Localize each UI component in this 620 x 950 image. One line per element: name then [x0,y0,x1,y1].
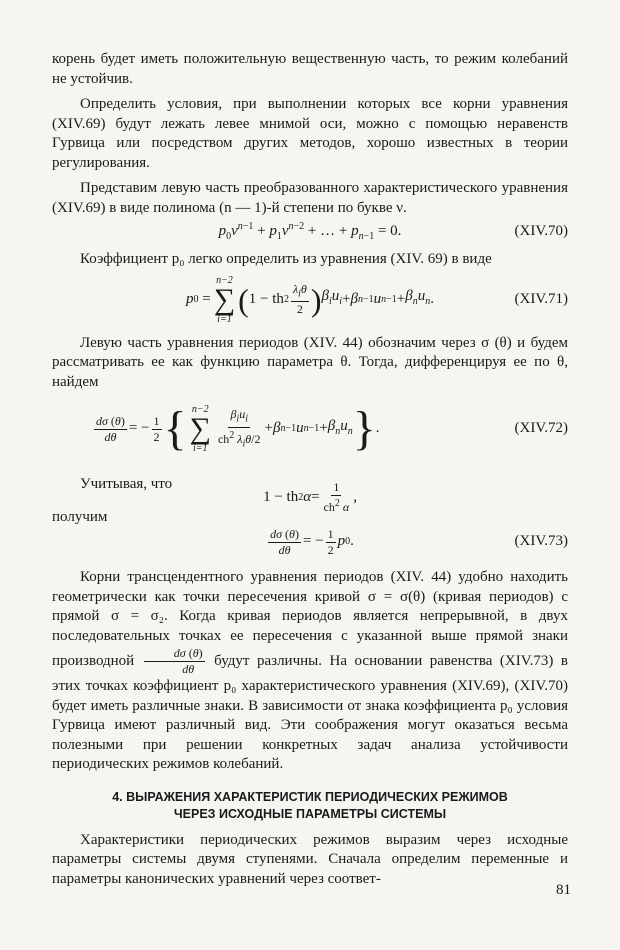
paragraph-9: Характеристики периодических режимов выразим через исходные параметры системы двумя ступенями. Сначала определим переменные и параметры канонических уравнений через соответ- [52,831,568,887]
paragraph-3: Представим левую часть преобразованного характеристического уравнения (XIV.69) в виде полинома (n — 1)-й степени по букве ν. [52,180,568,216]
paragraph-1: корень будет иметь положительную вещественную часть, то режим колебаний не устойчив. [52,51,568,87]
paragraph-6: Учитывая, что [80,476,173,493]
equation-number: (XIV.73) [514,533,568,550]
page-number: 81 [556,882,571,898]
paragraph-7: получим [52,509,108,525]
equation-number: (XIV.71) [514,290,568,307]
paragraph-8-part-a: Корни трансцендентного уравнения периодов (XIV. 44) удобно находить геометрически как точки пересечения кривой σ = σ(θ) (кривая периодов) с прямой σ = σ₂. Когда кривая периодов является непрерывной, в двух последовательных точках ее пересечения с указанной выше прямой знаки производной [52,569,568,669]
section-heading [52,789,568,823]
paragraph-5: Левую часть уравнения периодов (XIV. 44) обозначим через σ (θ) и будем рассматривать ее как функцию параметра θ. Тогда, дифференцируя ее по θ, найдем [52,334,568,390]
equation-xiv-73: $\frac{d\sigma (\theta)}{d\theta}$ = − $\frac{1}{2}$ p 0 . (XIV.73) [270,526,568,557]
page-body [52,50,568,889]
equation-xiv-72: $\frac{d\sigma (\theta)}{d\theta}$ = − $\frac{1}{2}$ { n−2 ∑ i=1 $\frac{\beta_iu_i}{ch^2 \lambda_i\theta/2}$ + β n−1 u n−1 + $\beta_nu_n$ } . (XIV.72) [96,402,568,455]
paragraph-8-part-b: будут различны. На основании равенства (XIV.73) в этих точках коэффициент p₀ характеристического уравнения (XIV.69), (XIV.70) будет иметь различные знаки. В зависимости от знака коэффициента p₀ условия Гурвица имеют различный вид. Эти соображения могут оказаться весьма полезными при решении конкретных задач анализа устойчивости периодических режимов колебаний. [52,652,568,772]
section-heading-line-2: ЧЕРЕЗ ИСХОДНЫЕ ПАРАМЕТРЫ СИСТЕМЫ [173,806,447,821]
equation-number: (XIV.72) [514,420,568,437]
equation-number: (XIV.70) [514,223,568,240]
paragraph-2: Определить условия, при выполнении которых все корни уравнения (XIV.69) будут лежать левее мнимой оси, можно с помощью неравенств Гурвица или посредством других методов, хорошо известных в теории регулирования. [52,96,568,171]
equation-xiv-71: p 0 = n−2 ∑ i=1 ( 1 − th 2 $\frac{\lambda_i\theta}{2}$ ) $\beta_iu_i$ + β n−1 u n−1 + $\beta_nu_n$ . (XIV.71) [186,274,568,325]
equation-xiv-70: $p_0\nu^{n-1} + p_1\nu^{n-2}$ + … + $p_{n-1} = 0$. (XIV.70) [218,221,568,243]
section-heading-line-1: 4. ВЫРАЖЕНИЯ ХАРАКТЕРИСТИК ПЕРИОДИЧЕСКИХ РЕЖИМОВ [112,789,508,804]
equation-identity: Учитывая, что 1 − th 2 α = $\frac{1}{ch^2 \alpha}$ , [52,466,568,504]
paragraph-4: Коэффициент p₀ легко определить из уравнения (XIV. 69) в виде [80,251,492,267]
paragraph-8: Корни трансцендентного уравнения периодов (XIV. 44) удобно находить геометрически как точки пересечения кривой σ = σ(θ) (кривая периодов) с прямой σ = σ₂. Когда кривая периодов является непрерывной, в двух последовательных точках ее пересечения с указанной выше прямой знаки производной $\frac{d\sigma (\theta)}{d\theta}$ будут различны. На основании равенства (XIV.73) в этих точках коэффициент p₀ характеристического уравнения (XIV.69), (XIV.70) будет иметь различные знаки. В зависимости от знака коэффициента p₀ условия Гурвица имеют различный вид. Эти соображения могут оказаться весьма полезными при решении конкретных задач анализа устойчивости периодических режимов колебаний. [52,569,568,772]
